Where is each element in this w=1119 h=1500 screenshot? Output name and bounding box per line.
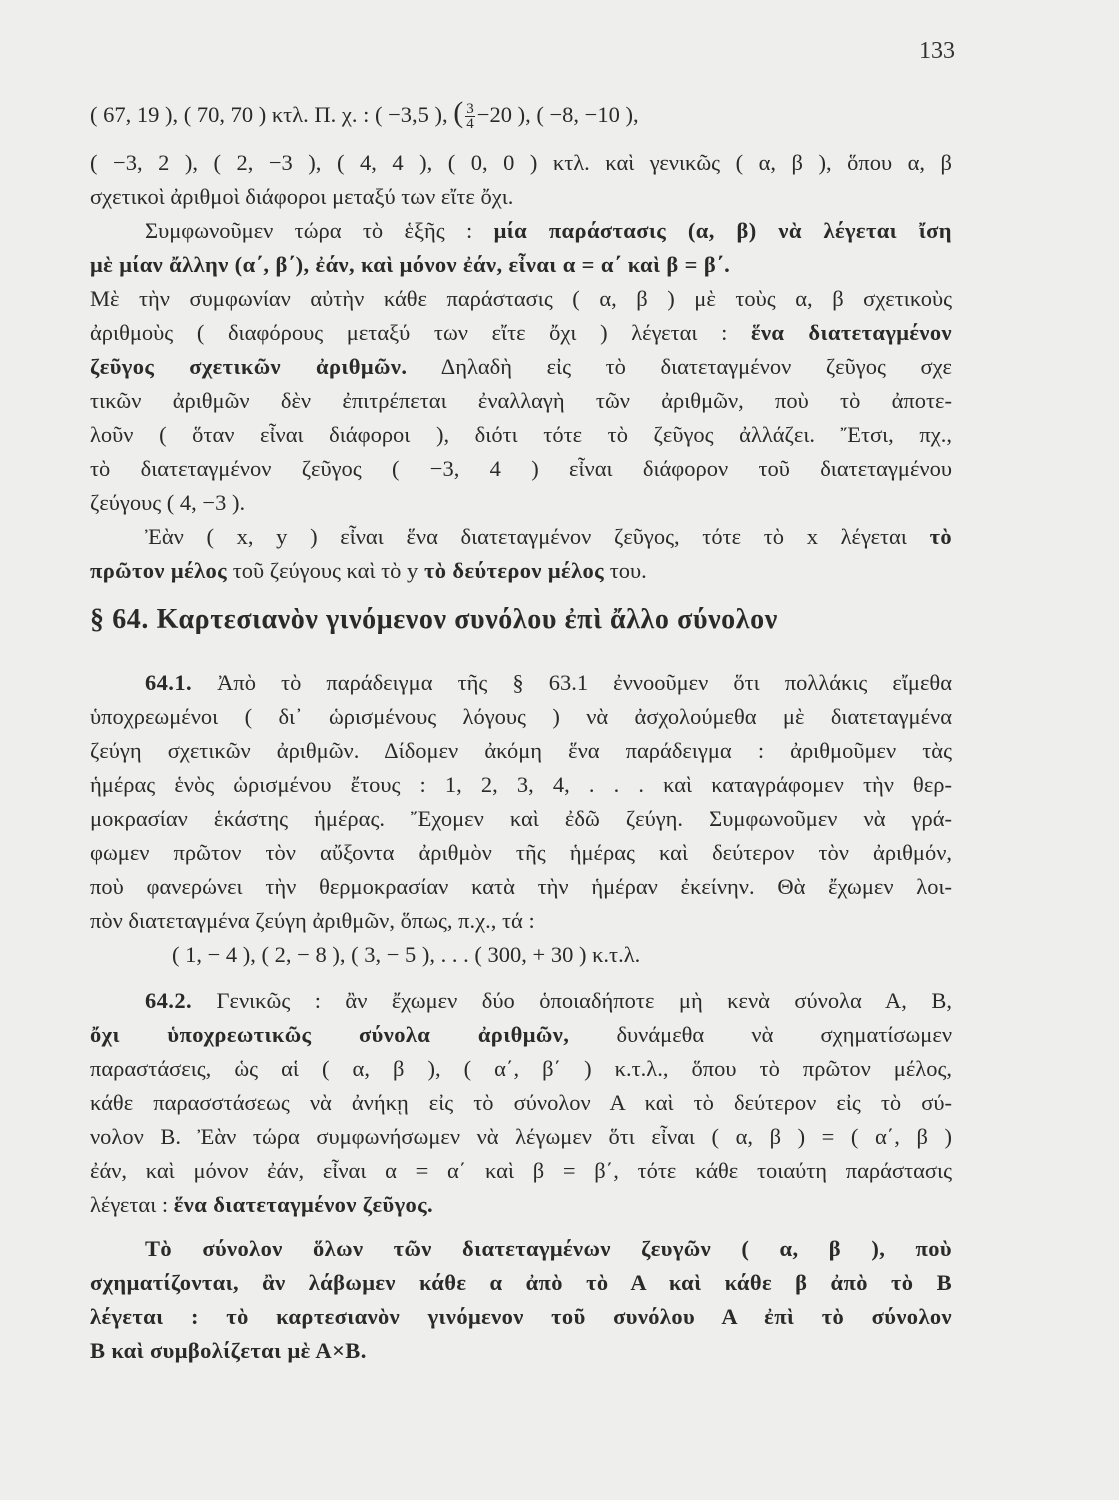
- text-line: κάθε παρασστάσεως νὰ ἀνήκῃ εἰς τὸ σύνολον Α καὶ τὸ δεύτερον εἰς τὸ σύ-: [90, 1090, 952, 1115]
- text-line: νολον Β. Ἐὰν τώρα συμφωνήσωμεν νὰ λέγωμεν ὅτι εἶναι ( α, β ) = ( α΄, β ): [90, 1124, 952, 1149]
- paren-open: (: [453, 96, 464, 129]
- section-heading: § 64. Καρτεσιανὸν γινόμενον συνόλου ἐπὶ ἄλλο σύνολον: [90, 604, 778, 635]
- text-line: [90, 350, 952, 384]
- text-line: μοκρασίαν ἑκάστης ἡμέρας. Ἔχομεν καὶ ἐδῶ ζεύγη. Συμφωνοῦμεν νὰ γρά-: [90, 806, 952, 831]
- text-line: τὸ διατεταγμένον ζεῦγος ( −3, 4 ) εἶναι διάφορον τοῦ διατεταγμένου: [90, 456, 952, 481]
- text-line: [145, 520, 952, 554]
- text-segment: του.: [609, 558, 647, 583]
- fraction-denominator: 4: [466, 116, 474, 130]
- text-line: Β καὶ συμβολίζεται μὲ Α×Β.: [90, 1338, 367, 1363]
- text-line: σχηματίζονται, ἂν λάβωμεν κάθε α ἀπὸ τὸ Α καὶ κάθε β ἀπὸ τὸ Β: [90, 1270, 952, 1295]
- text-segment: −20 ), ( −8, −10 ),: [476, 102, 639, 127]
- text-line: ἐάν, καὶ μόνον ἐάν, εἶναι α = α΄ καὶ β = β΄, τότε κάθε τοιαύτη παράστασις: [90, 1158, 952, 1183]
- text-line: [145, 214, 952, 248]
- text-line: μὲ μίαν ἄλλην (α΄, β΄), ἐάν, καὶ μόνον ἐάν, εἶναι α = α΄ καὶ β = β΄.: [90, 252, 731, 277]
- text-segment: τοῦ ζεύγους καὶ τὸ y: [232, 558, 419, 583]
- text-line: Μὲ τὴν συμφωνίαν αὐτὴν κάθε παράστασις ( α, β ) μὲ τοὺς α, β σχετικοὺς: [90, 286, 952, 311]
- text-line: Τὸ σύνολον ὅλων τῶν διατεταγμένων ζευγῶν ( α, β ), ποὺ: [145, 1236, 952, 1261]
- bold-segment: πρῶτον μέλος: [90, 558, 228, 583]
- text-segment: δυνάμεθα νὰ σχηματίσωμεν: [616, 1022, 952, 1047]
- text-line: λοῦν ( ὅταν εἶναι διάφοροι ), διότι τότε τὸ ζεῦγος ἀλλάζει. Ἔτσι, πχ.,: [90, 422, 952, 447]
- bold-segment: 64.1.: [145, 670, 192, 695]
- text-line: παραστάσεις, ὡς αἱ ( α, β ), ( α΄, β΄ ) κ.τ.λ., ὅπου τὸ πρῶτον μέλος,: [90, 1056, 952, 1081]
- text-line: ( −3, 2 ), ( 2, −3 ), ( 4, 4 ), ( 0, 0 ) κτλ. καὶ γενικῶς ( α, β ), ὅπου α, β: [90, 150, 952, 175]
- text-line: ( 1, − 4 ), ( 2, − 8 ), ( 3, − 5 ), . . . ( 300, + 30 ) κ.τ.λ.: [172, 942, 641, 967]
- text-line: λέγεται : τὸ καρτεσιανὸν γινόμενον τοῦ συνόλου Α ἐπὶ τὸ σύνολον: [90, 1304, 952, 1329]
- text-line: [90, 554, 952, 588]
- text-segment: Γενικῶς : ἂν ἔχωμεν δύο ὁποιαδήποτε μὴ κενὰ σύνολα Α, Β,: [216, 988, 952, 1013]
- text-segment: Δηλαδὴ εἰς τὸ διατεταγμένον ζεῦγος σχε: [440, 354, 952, 379]
- text-line: ἡμέρας ἑνὸς ὡρισμένου ἔτους : 1, 2, 3, 4, . . . καὶ καταγράφομεν τὴν θερ-: [90, 772, 952, 797]
- text-segment: Ἐὰν ( x, y ) εἶναι ἕνα διατεταγμένον ζεῦγος, τότε τὸ x λέγεται: [145, 524, 907, 549]
- text-line: [90, 96, 952, 130]
- text-line: ζεύγους ( 4, −3 ).: [90, 490, 246, 515]
- text-line: τικῶν ἀριθμῶν δὲν ἐπιτρέπεται ἐναλλαγὴ τῶν ἀριθμῶν, ποὺ τὸ ἀποτε-: [90, 388, 952, 413]
- text-line: [90, 1018, 952, 1052]
- bold-segment: ἕνα διατεταγμένον: [750, 320, 952, 345]
- text-line: [90, 316, 952, 350]
- text-segment: λέγεται :: [90, 1192, 169, 1217]
- text-line: [145, 984, 952, 1018]
- bold-segment: ὄχι ὑποχρεωτικῶς σύνολα ἀριθμῶν,: [90, 1022, 570, 1047]
- text-segment: ἀριθμοὺς ( διαφόρους μεταξύ των εἴτε ὄχι ) λέγεται :: [90, 320, 728, 345]
- bold-segment: τὸ: [929, 524, 952, 549]
- text-line: ποὺ φανερώνει τὴν θερμοκρασίαν κατὰ τὴν ἡμέραν ἐκείνην. Θὰ ἔχωμεν λοι-: [90, 874, 952, 899]
- text-line: [90, 1188, 952, 1222]
- bold-segment: τὸ δεύτερον μέλος: [423, 558, 605, 583]
- bold-segment: ζεῦγος σχετικῶν ἀριθμῶν.: [90, 354, 408, 379]
- text-segment: Ἀπὸ τὸ παράδειγμα τῆς § 63.1 ἐννοοῦμεν ὅτι πολλάκις εἴμεθα: [217, 670, 952, 695]
- bold-segment: μία παράστασις (α, β) νὰ λέγεται ἴση: [493, 218, 952, 243]
- text-segment: Συμφωνοῦμεν τώρα τὸ ἑξῆς :: [145, 218, 473, 243]
- bold-segment: 64.2.: [145, 988, 192, 1013]
- text-line: σχετικοὶ ἀριθμοὶ διάφοροι μεταξύ των εἴτε ὄχι.: [90, 184, 514, 209]
- fraction: [465, 102, 475, 130]
- text-line: [145, 666, 952, 700]
- text-line: ζεύγη σχετικῶν ἀριθμῶν. Δίδομεν ἀκόμη ἕνα παράδειγμα : ἀριθμοῦμεν τὰς: [90, 738, 952, 763]
- text-segment: ( 67, 19 ), ( 70, 70 ) κτλ. Π. χ. : ( −3,5 ),: [90, 102, 448, 127]
- fraction-numerator: 3: [466, 101, 474, 118]
- page-number: 133: [919, 38, 955, 64]
- text-line: πὸν διατεταγμένα ζεύγη ἀριθμῶν, ὅπως, π.χ., τά :: [90, 908, 535, 933]
- text-line: φωμεν πρῶτον τὸν αὔξοντα ἀριθμὸν τῆς ἡμέρας καὶ δεύτερον τὸν ἀριθμόν,: [90, 840, 952, 865]
- text-line: ὑποχρεωμένοι ( δι᾽ ὡρισμένους λόγους ) νὰ ἀσχολούμεθα μὲ διατεταγμένα: [90, 704, 952, 729]
- bold-segment: ἕνα διατεταγμένον ζεῦγος.: [173, 1192, 434, 1217]
